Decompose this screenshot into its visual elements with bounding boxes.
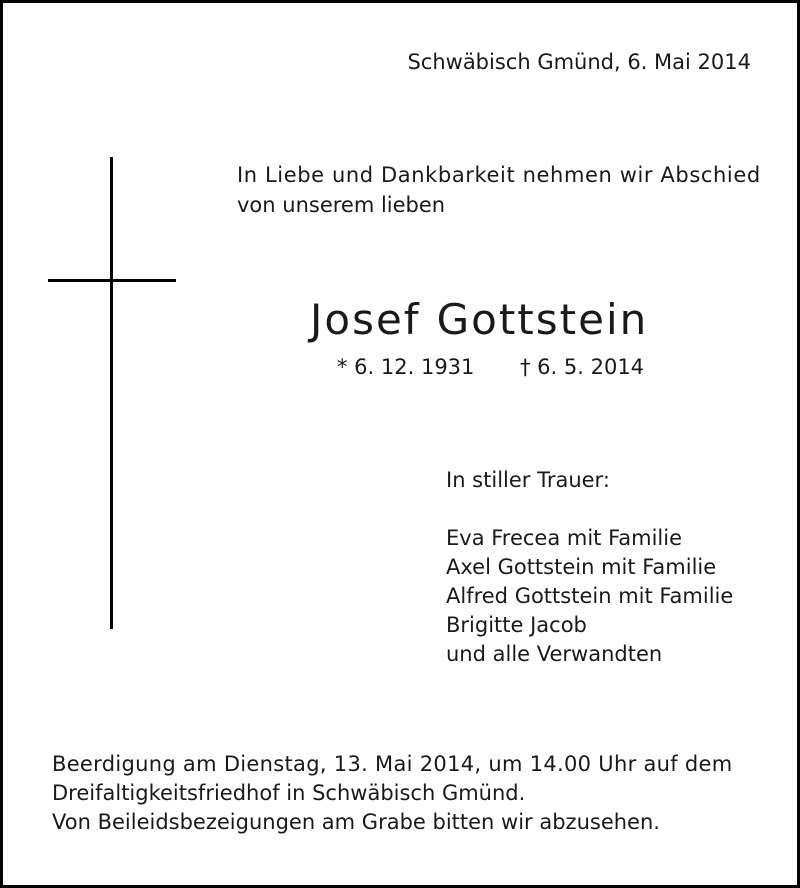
deceased-name xyxy=(310,295,648,344)
cross-icon-vertical-bar xyxy=(110,157,113,629)
birth-date: * 6. 12. 1931 xyxy=(337,355,475,379)
deceased-first-name: Josef xyxy=(310,295,421,344)
funeral-line-1: Beerdigung am Dienstag, 13. Mai 2014, um 14.00 Uhr auf dem xyxy=(52,752,733,776)
mourners-list xyxy=(446,466,733,669)
list-item: Alfred Gottstein mit Familie xyxy=(446,584,734,608)
death-date: † 6. 5. 2014 xyxy=(520,355,645,379)
cross-icon-horizontal-bar xyxy=(48,279,176,282)
funeral-line-2: Dreifaltigkeitsfriedhof in Schwäbisch Gmünd. xyxy=(52,781,526,805)
intro-line-2: von unserem lieben xyxy=(237,193,446,217)
funeral-line-3: Von Beileidsbezeigungen am Grabe bitten wir abzusehen. xyxy=(52,810,660,834)
funeral-info xyxy=(52,750,733,837)
intro-text xyxy=(237,160,761,220)
list-item: Eva Frecea mit Familie xyxy=(446,526,682,550)
list-item: Axel Gottstein mit Familie xyxy=(446,555,717,579)
place-date: Schwäbisch Gmünd, 6. Mai 2014 xyxy=(407,50,751,74)
mourners-heading: In stiller Trauer: xyxy=(446,468,610,492)
list-item: Brigitte Jacob xyxy=(446,613,587,637)
list-item: und alle Verwandten xyxy=(446,642,663,666)
intro-line-1: In Liebe und Dankbarkeit nehmen wir Abschied xyxy=(237,163,761,187)
deceased-last-name: Gottstein xyxy=(436,295,649,344)
